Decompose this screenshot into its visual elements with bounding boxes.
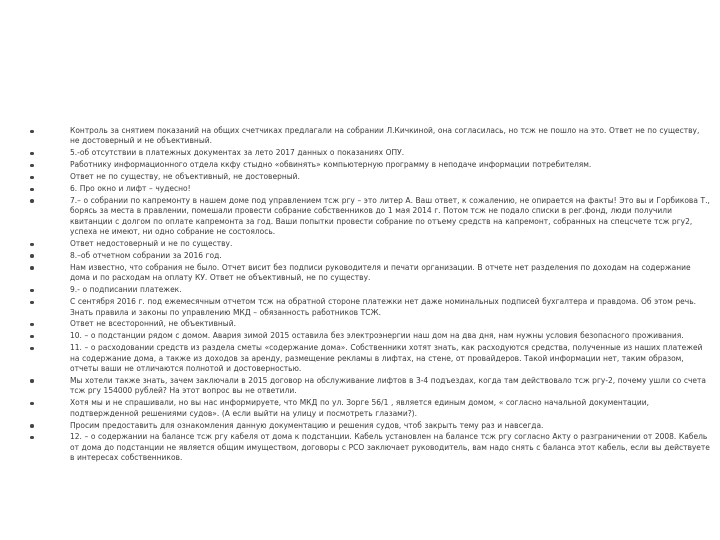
list-item-text: 5.-об отсутствии в платежных документах за лето 2017 данных о показаниях ОПУ. xyxy=(70,148,405,158)
bullet-dot-icon xyxy=(30,379,34,383)
list-item-text: 9.- о подписании платежек. xyxy=(70,285,182,295)
list-item xyxy=(30,319,710,329)
list-item-text: 7.– о собрании по капремонту в нашем доме под управлением тсж ргу – это литер А. Ваш ответ, к сожалению, не опирается на факты! Это вы и Горбикова Т., борясь за места в правлении, помешали провести собрание собственников до 1 мая 2014 г. Потом тсж не подало списки в рег.фонд, люди получили квитанции с долгом по оплате капремонта за год. Ваши попытки провести собрание по отъему средств на капремонт, собранных на спецсчете тсж ргу2, успеха не имеют, ни одно собрание не состоялось. xyxy=(70,195,710,237)
list-item-text: Хотя мы и не спрашивали, но вы нас информируете, что МКД по ул. Зорге 56/1 , является единым домом, « согласно начальной документации, подтвержденной решениями судов». (А если выйти на улицу и посмотреть глазами?). xyxy=(70,398,649,418)
bullet-dot-icon xyxy=(30,323,34,327)
bullet-dot-icon xyxy=(30,402,34,406)
bullet-dot-icon xyxy=(30,424,34,428)
list-item-text: Нам известно, что собрания не было. Отчет висит без подписи руководителя и печати организации. В отчете нет разделения по доходам на содержание дома и по расходам на оплату КУ. Ответ не объективный, не по существу. xyxy=(70,262,691,283)
list-item-text: С сентября 2016 г. под ежемесячным отчетом тсж на обратной стороне платежки нет даже номинальных подписей бухгалтера и правдома. Об этом речь. Знать правила и законы по управлению МКД – обязанность работников ТСЖ. xyxy=(70,297,696,317)
list-item xyxy=(30,421,710,431)
list-item-text: 8.–об отчетном собрании за 2016 год. xyxy=(70,250,222,260)
list-item xyxy=(30,263,710,284)
bullet-dot-icon xyxy=(30,436,34,440)
list-item-text: Ответ не по существу, не объективный, не достоверный. xyxy=(70,172,300,182)
list-item xyxy=(30,148,710,158)
list-item xyxy=(30,196,710,238)
bullet-list xyxy=(30,126,710,465)
list-item-text: Ответ недостоверный и не по существу. xyxy=(70,239,233,249)
list-item-text: Контроль за снятием показаний на общих счетчиках предлагали на собрании Л.Кичкиной, она согласилась, но тсж не пошло на это. Ответ не по существу, не достоверный и не объективный. xyxy=(70,126,700,146)
bullet-dot-icon xyxy=(30,347,34,351)
list-item xyxy=(30,184,710,194)
list-item xyxy=(30,343,710,374)
list-item-text: Ответ не всесторонний, не объективный. xyxy=(70,319,236,329)
bullet-dot-icon xyxy=(30,254,34,258)
list-item xyxy=(30,398,710,419)
list-item xyxy=(30,376,710,397)
list-item xyxy=(30,251,710,261)
list-item xyxy=(30,331,710,341)
bullet-dot-icon xyxy=(30,176,34,180)
list-item-text: Работнику информационного отдела ккфу стыдно «обвинять» компьютерную программу в неподаче информации потребителям. xyxy=(70,160,592,170)
list-item xyxy=(30,126,710,147)
bullet-dot-icon xyxy=(30,301,34,305)
bullet-dot-icon xyxy=(30,164,34,168)
list-item-text: 12. – о содержании на балансе тсж ргу кабеля от дома к подстанции. Кабель установлен на балансе тсж ргу согласно Акту о разграничении от 2008. Кабель от дома до подстанции не является общим имуществом, договоры с РСО заключает руководитель, вам надо снять с баланса этот кабель, если вы действуете в интересах собственников. xyxy=(70,432,710,463)
list-item xyxy=(30,285,710,295)
bullet-dot-icon xyxy=(30,188,34,192)
list-item-text: Просим предоставить для ознакомления данную документацию и решения судов, чтоб закрыть тему раз и навсегда. xyxy=(70,420,544,430)
bullet-dot-icon xyxy=(30,266,34,270)
bullet-dot-icon xyxy=(30,289,34,293)
list-item-text: 11. – о расходовании средств из раздела сметы «содержание дома». Собственники хотят знать, как расходуются средства, полученные из наших платежей на содержание дома, а также из доходов за аренду, размещение рекламы в лифтах, на стене, от провайдеров. Такой информации нет, таким образом, отчеты ваши не отличаются полнотой и достоверностью. xyxy=(70,343,703,374)
bullet-dot-icon xyxy=(30,243,34,247)
list-item xyxy=(30,297,710,318)
list-item-text: 10. – о подстанции рядом с домом. Авария зимой 2015 оставила без электроэнергии наш дом на два дня, нам нужны условия безопасного проживания. xyxy=(70,331,684,341)
bullet-dot-icon xyxy=(30,199,34,203)
list-item-text: Мы хотели также знать, зачем заключали в 2015 договор на обслуживание лифтов в 3-4 подъездах, когда там действовало тсж ргу-2, почему ушли со счета тсж ргу 154000 рублей? На этот вопрос вы не ответили. xyxy=(70,375,706,396)
list-item xyxy=(30,172,710,182)
list-item xyxy=(30,432,710,463)
bullet-dot-icon xyxy=(30,152,34,156)
bullet-dot-icon xyxy=(30,335,34,339)
bullet-dot-icon xyxy=(30,130,34,134)
list-item-text: 6. Про окно и лифт – чудесно! xyxy=(70,184,191,194)
list-item xyxy=(30,239,710,249)
list-item xyxy=(30,160,710,170)
